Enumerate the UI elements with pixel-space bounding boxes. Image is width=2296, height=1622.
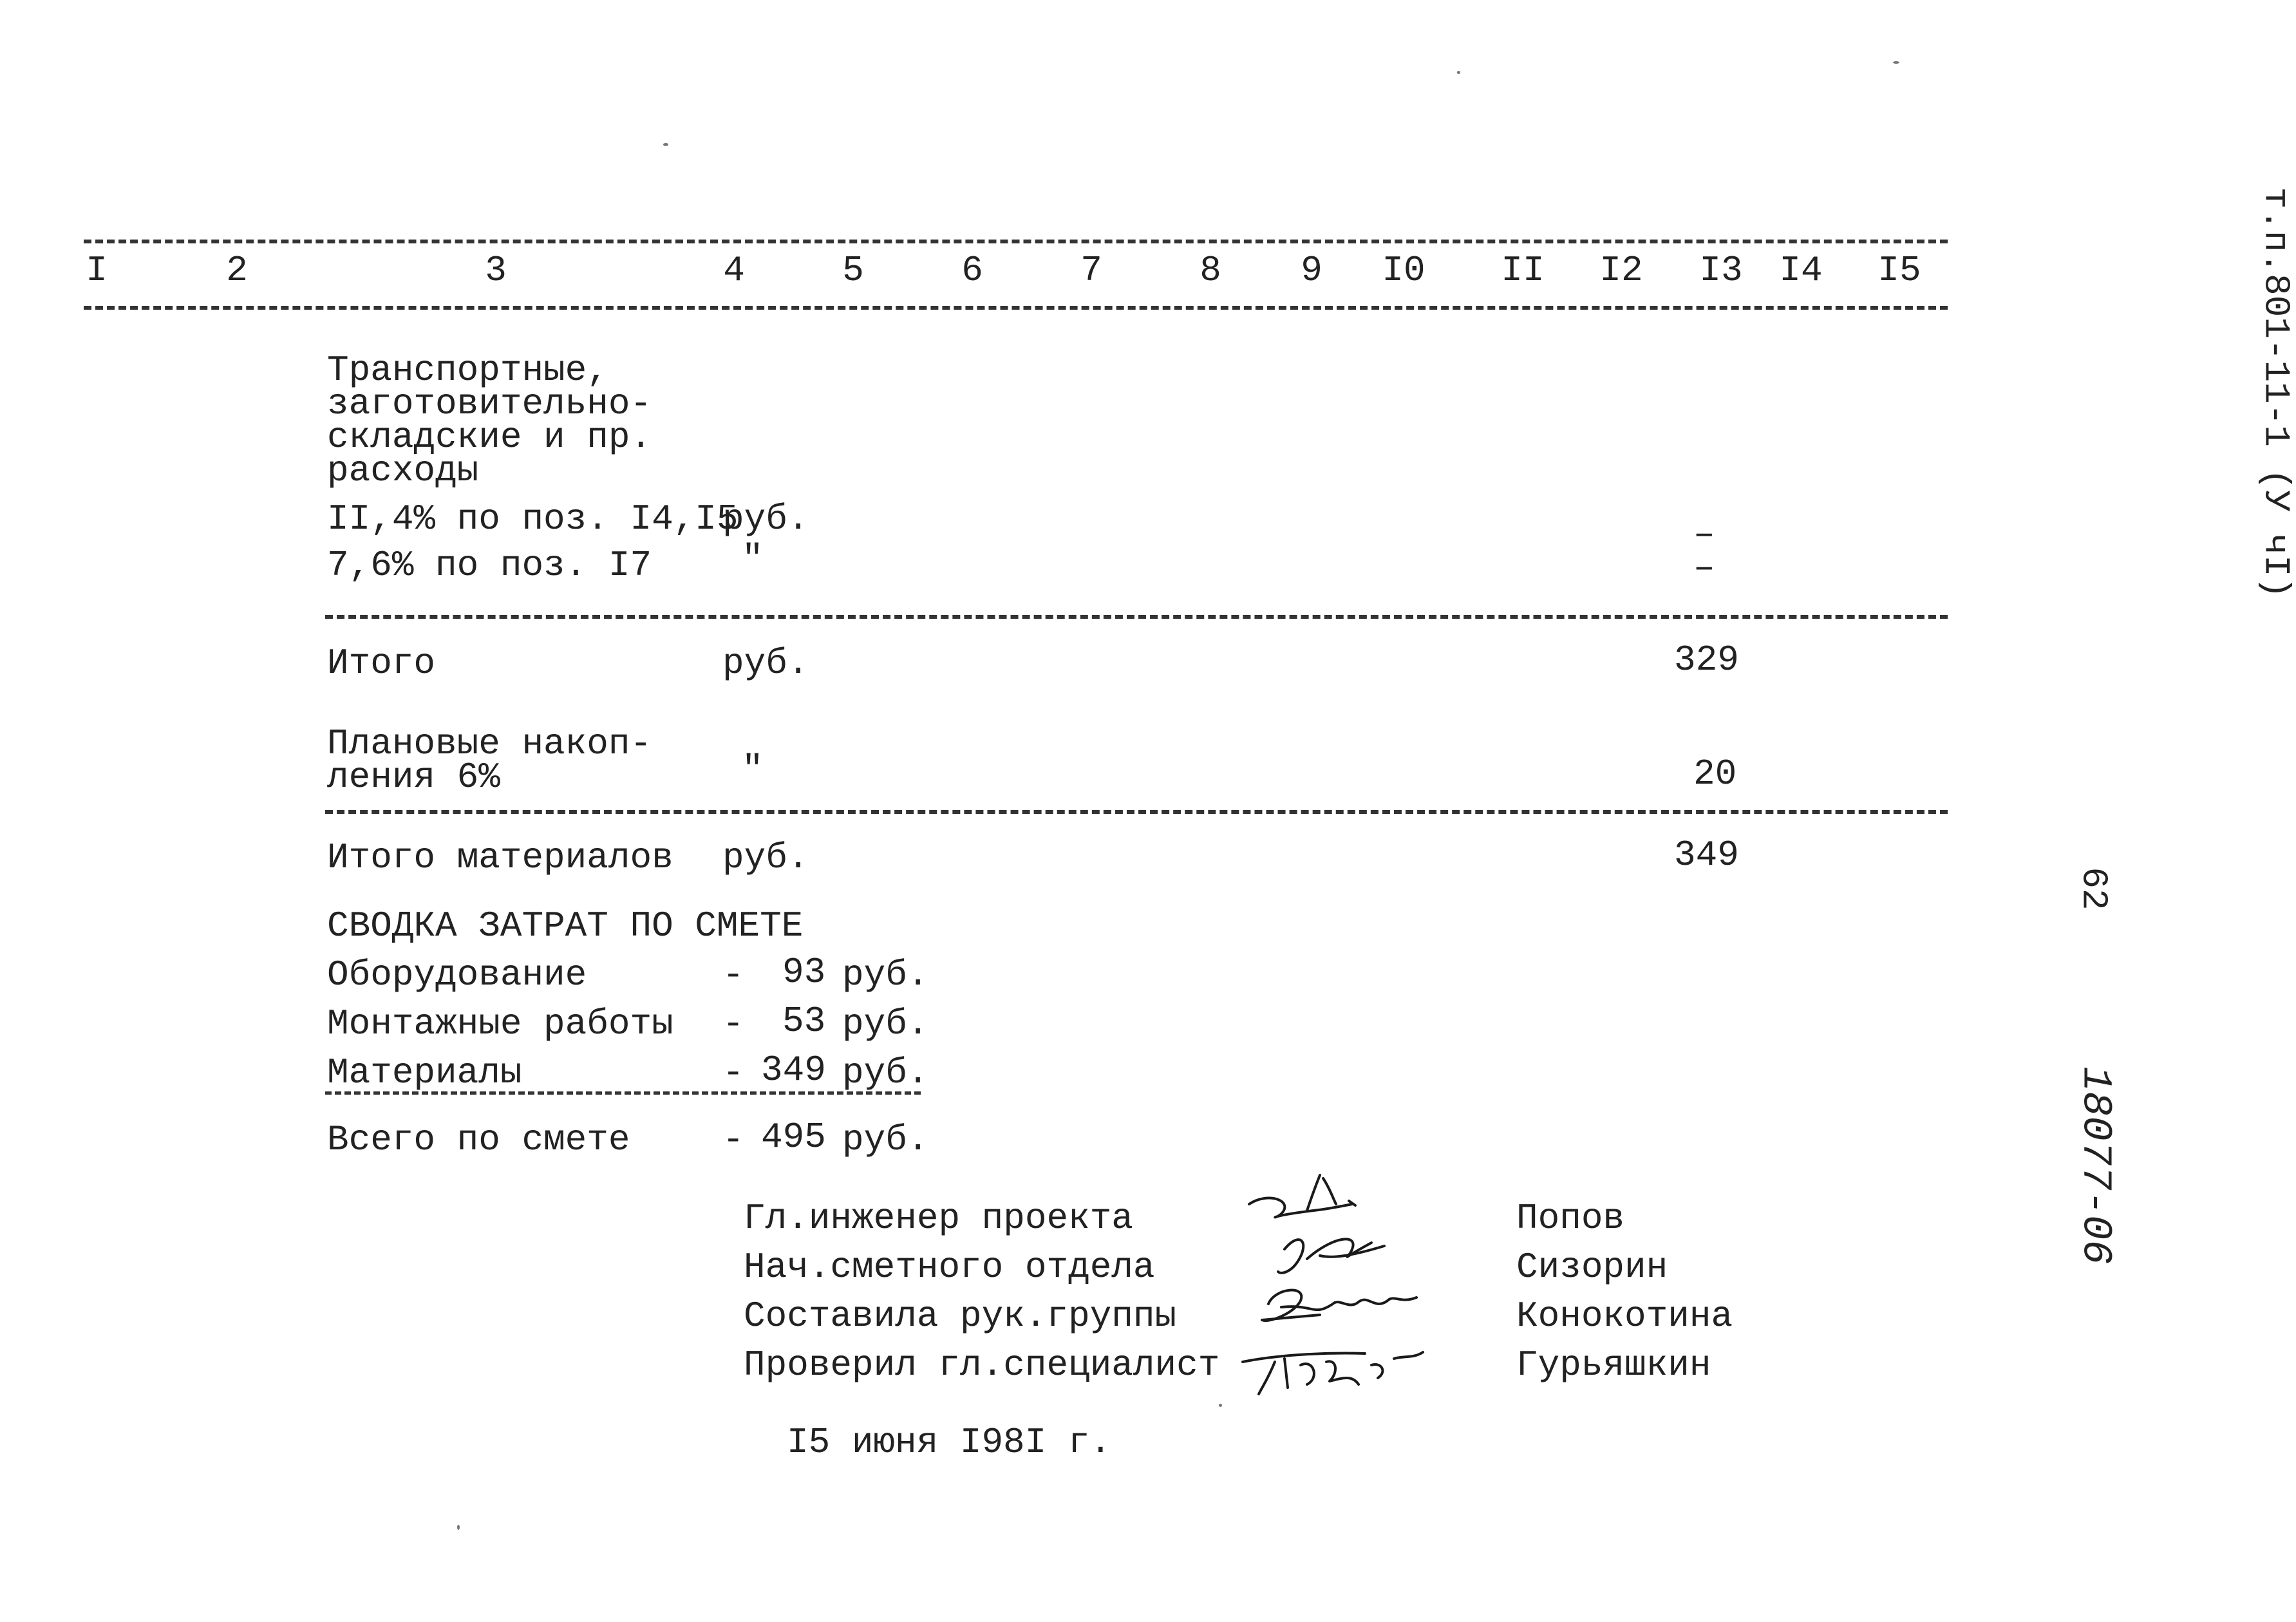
rate1-unit: руб.	[722, 498, 809, 540]
materials-total-value: 349	[1674, 835, 1739, 876]
grand-total-label: Всего по смете	[327, 1119, 630, 1160]
signature-name: Сизорин	[1516, 1247, 1668, 1288]
scan-speck	[1893, 61, 1899, 64]
rate2-unit: "	[742, 538, 764, 580]
margin-doc-code: т.п.801-11-1 (У чI)	[2255, 187, 2296, 599]
signature-konokotina	[1262, 1290, 1416, 1321]
document-date: I5 июня I98I г.	[787, 1422, 1112, 1463]
materials-total-label: Итого материалов	[327, 837, 673, 878]
summary-item-unit: руб.	[842, 1003, 929, 1044]
signature-name: Гурьяшкин	[1516, 1344, 1711, 1386]
plan-line: ления 6%	[327, 757, 500, 798]
signature-name: Попов	[1516, 1198, 1625, 1239]
summary-item-label: Оборудование	[327, 954, 587, 995]
signature-guryashkin	[1243, 1352, 1423, 1394]
signature-role: Гл.инженер проекта	[744, 1198, 1133, 1239]
scan-speck	[457, 1525, 460, 1530]
column-header: II	[1501, 250, 1545, 291]
total-unit: руб.	[722, 643, 809, 684]
summary-item-amount: 349	[761, 1050, 826, 1091]
text-line: складские и пр.	[327, 417, 652, 458]
column-header: I4	[1779, 250, 1823, 291]
summary-item-unit: руб.	[842, 954, 929, 995]
plan-line: Плановые накоп-	[327, 723, 652, 764]
summary-item-dash: -	[722, 1003, 744, 1044]
header-top-rule	[84, 240, 1948, 243]
rate1-description: II,4% по поз. I4,I5	[327, 498, 739, 540]
column-header: 4	[723, 250, 745, 291]
scan-speck	[1219, 1404, 1222, 1407]
signature-role: Составила рук.группы	[744, 1296, 1177, 1337]
rate2-description: 7,6% по поз. I7	[327, 545, 652, 586]
grand-total-amount: 495	[761, 1117, 826, 1158]
signature-name: Конокотина	[1516, 1296, 1733, 1337]
column-header: I5	[1877, 250, 1921, 291]
text-line: расходы	[327, 450, 479, 491]
column-header: I0	[1382, 250, 1426, 291]
margin-page-number: 62	[2073, 867, 2114, 910]
rate1-value: –	[1693, 514, 1715, 555]
summary-item-amount: 53	[782, 1001, 826, 1042]
summary-item-label: Материалы	[327, 1052, 522, 1093]
total-label: Итого	[327, 643, 436, 684]
column-header: I2	[1599, 250, 1643, 291]
signature-role: Проверил гл.специалист	[744, 1344, 1220, 1386]
signature-role: Нач.сметного отдела	[744, 1247, 1155, 1288]
column-header: I3	[1699, 250, 1743, 291]
grand-total-unit: руб.	[842, 1119, 929, 1160]
text-line: Транспортные,	[327, 350, 608, 391]
plan-unit: "	[742, 749, 764, 790]
column-header: 9	[1301, 250, 1322, 291]
summary-underline	[325, 1091, 921, 1095]
column-header: I	[86, 250, 108, 291]
summary-item-dash: -	[722, 1052, 744, 1093]
summary-title: СВОДКА ЗАТРАТ ПО СМЕТЕ	[327, 905, 804, 947]
column-header: 6	[961, 250, 983, 291]
section-rule	[325, 615, 1948, 619]
column-header: 2	[226, 250, 248, 291]
text-line: заготовительно-	[327, 383, 652, 424]
column-header: 8	[1200, 250, 1221, 291]
total-value: 329	[1674, 639, 1739, 681]
signature-popov	[1249, 1175, 1355, 1217]
column-header: 5	[842, 250, 864, 291]
scan-speck	[663, 143, 668, 146]
section-rule	[325, 810, 1948, 814]
summary-item-label: Монтажные работы	[327, 1003, 673, 1044]
materials-total-unit: руб.	[722, 837, 809, 878]
header-bottom-rule	[84, 306, 1948, 310]
column-header: 3	[485, 250, 507, 291]
summary-item-unit: руб.	[842, 1052, 929, 1093]
signature-sizorin	[1278, 1239, 1384, 1273]
handwritten-signatures	[1223, 1165, 1520, 1436]
summary-item-amount: 93	[782, 952, 826, 993]
rate2-value: –	[1693, 547, 1715, 589]
summary-item-dash: -	[722, 954, 744, 995]
scan-speck	[1457, 71, 1460, 74]
column-header: 7	[1080, 250, 1102, 291]
grand-total-dash: -	[722, 1119, 744, 1160]
margin-stamp-number: 18077-06	[2071, 1066, 2118, 1265]
plan-value: 20	[1693, 753, 1737, 795]
